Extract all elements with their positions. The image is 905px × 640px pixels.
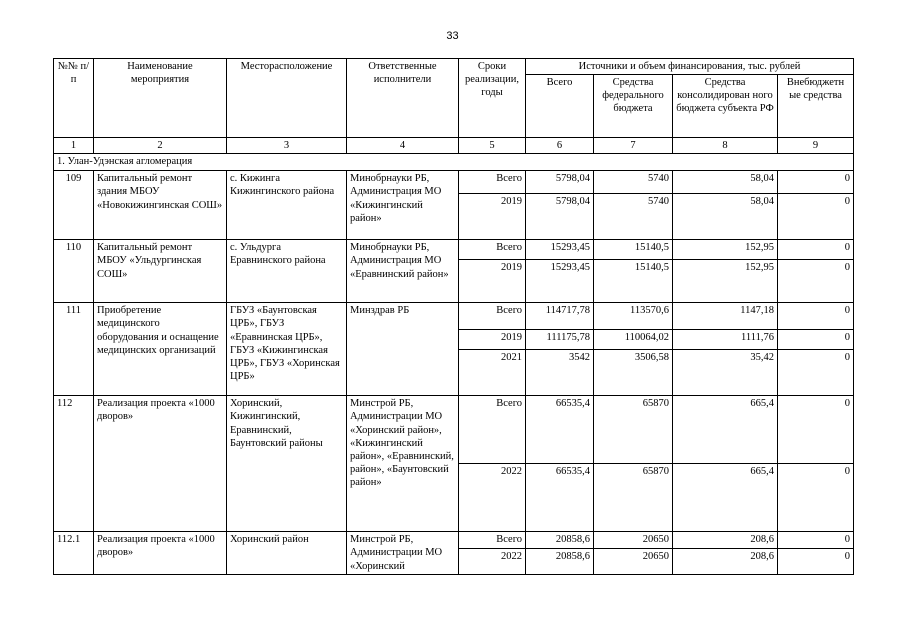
cell-term: 2021 (459, 350, 526, 396)
cell-regional: 152,95 (673, 260, 778, 303)
row-name: Капитальный ремонт МБОУ «Ульдургинская СОШ» (94, 240, 227, 303)
cell-federal: 3506,58 (594, 350, 673, 396)
col-number: 5 (459, 138, 526, 154)
row-num: 112 (54, 396, 94, 532)
header-num: №№ п/п (54, 59, 94, 138)
cell-total: 20858,6 (526, 532, 594, 549)
cell-federal: 20650 (594, 549, 673, 575)
cell-regional: 1111,76 (673, 330, 778, 350)
row-name: Приобретение медицинского оборудования и оснащение медицинских организаций (94, 303, 227, 396)
cell-federal: 5740 (594, 194, 673, 240)
row-num: 110 (54, 240, 94, 303)
header-row (54, 59, 854, 75)
row-location: ГБУЗ «Баунтовская ЦРБ», ГБУЗ «Еравнинская ЦРБ», ГБУЗ «Кижингинская ЦРБ», ГБУЗ «Хоринская ЦРБ» (227, 303, 347, 396)
row-location: с. Кижинга Кижингинского района (227, 171, 347, 240)
cell-term: Всего (459, 396, 526, 464)
cell-extrabudget: 0 (778, 171, 854, 194)
cell-regional: 58,04 (673, 171, 778, 194)
cell-extrabudget: 0 (778, 260, 854, 303)
section-row (54, 154, 854, 171)
cell-extrabudget: 0 (778, 330, 854, 350)
cell-extrabudget: 0 (778, 464, 854, 532)
section-title: 1. Улан-Удэнская агломерация (54, 154, 854, 171)
col-number: 4 (347, 138, 459, 154)
cell-term: 2022 (459, 549, 526, 575)
cell-regional: 35,42 (673, 350, 778, 396)
cell-total: 15293,45 (526, 240, 594, 260)
row-name: Реализация проекта «1000 дворов» (94, 532, 227, 575)
header-regional: Средства консолидирован ного бюджета субъекта РФ (673, 75, 778, 138)
col-number: 2 (94, 138, 227, 154)
cell-term: Всего (459, 171, 526, 194)
cell-total: 114717,78 (526, 303, 594, 330)
cell-total: 3542 (526, 350, 594, 396)
cell-term: Всего (459, 532, 526, 549)
cell-total: 15293,45 (526, 260, 594, 303)
cell-extrabudget: 0 (778, 350, 854, 396)
row-executors: Минстрой РБ, Администрации МО «Хоринский район», «Кижингинский район», «Еравнинский, район», «Баунтовский район» (347, 396, 459, 532)
cell-term: 2019 (459, 194, 526, 240)
table-row (54, 171, 854, 194)
header-executors: Ответственные исполнители (347, 59, 459, 138)
cell-regional: 1147,18 (673, 303, 778, 330)
cell-federal: 5740 (594, 171, 673, 194)
cell-total: 66535,4 (526, 396, 594, 464)
cell-federal: 65870 (594, 464, 673, 532)
cell-total: 20858,6 (526, 549, 594, 575)
cell-federal: 15140,5 (594, 260, 673, 303)
page-number: 33 (446, 30, 459, 42)
row-executors: Минобрнауки РБ, Администрация МО «Кижингинский район» (347, 171, 459, 240)
cell-total: 111175,78 (526, 330, 594, 350)
cell-extrabudget: 0 (778, 303, 854, 330)
cell-term: Всего (459, 303, 526, 330)
cell-term: 2019 (459, 260, 526, 303)
cell-term: 2022 (459, 464, 526, 532)
header-terms: Сроки реализации, годы (459, 59, 526, 138)
cell-federal: 15140,5 (594, 240, 673, 260)
cell-term: 2019 (459, 330, 526, 350)
row-location: Хоринский, Кижингинский, Еравнинский, Баунтовский районы (227, 396, 347, 532)
cell-federal: 113570,6 (594, 303, 673, 330)
col-number: 7 (594, 138, 673, 154)
financing-table (53, 58, 854, 575)
table-row (54, 240, 854, 260)
row-num: 112.1 (54, 532, 94, 575)
cell-federal: 65870 (594, 396, 673, 464)
col-number: 3 (227, 138, 347, 154)
cell-regional: 208,6 (673, 532, 778, 549)
cell-total: 66535,4 (526, 464, 594, 532)
cell-total: 5798,04 (526, 171, 594, 194)
cell-extrabudget: 0 (778, 396, 854, 464)
cell-total: 5798,04 (526, 194, 594, 240)
row-name: Реализация проекта «1000 дворов» (94, 396, 227, 532)
cell-federal: 20650 (594, 532, 673, 549)
col-number: 8 (673, 138, 778, 154)
table-row (54, 396, 854, 464)
cell-extrabudget: 0 (778, 532, 854, 549)
table-row (54, 532, 854, 549)
cell-regional: 152,95 (673, 240, 778, 260)
col-number: 9 (778, 138, 854, 154)
row-name: Капитальный ремонт здания МБОУ «Новокижингинская СОШ» (94, 171, 227, 240)
row-location: Хоринский район (227, 532, 347, 575)
cell-regional: 208,6 (673, 549, 778, 575)
header-federal: Средства федерального бюджета (594, 75, 673, 138)
col-number: 6 (526, 138, 594, 154)
row-num: 109 (54, 171, 94, 240)
header-name: Наименование мероприятия (94, 59, 227, 138)
cell-regional: 665,4 (673, 464, 778, 532)
cell-regional: 665,4 (673, 396, 778, 464)
cell-extrabudget: 0 (778, 549, 854, 575)
header-location: Месторасположение (227, 59, 347, 138)
cell-extrabudget: 0 (778, 240, 854, 260)
column-numbers-row (54, 138, 854, 154)
cell-extrabudget: 0 (778, 194, 854, 240)
cell-federal: 110064,02 (594, 330, 673, 350)
header-sources: Источники и объем финансирования, тыс. рублей (526, 59, 854, 75)
header-total: Всего (526, 75, 594, 138)
col-number: 1 (54, 138, 94, 154)
cell-term: Всего (459, 240, 526, 260)
cell-regional: 58,04 (673, 194, 778, 240)
row-num: 111 (54, 303, 94, 396)
table-row (54, 303, 854, 330)
row-executors: Минздрав РБ (347, 303, 459, 396)
header-extrabudget: Внебюджетн ые средства (778, 75, 854, 138)
row-executors: Минстрой РБ, Администрации МО «Хоринский (347, 532, 459, 575)
row-location: с. Ульдурга Еравнинского района (227, 240, 347, 303)
row-executors: Минобрнауки РБ, Администрация МО «Еравнинский район» (347, 240, 459, 303)
